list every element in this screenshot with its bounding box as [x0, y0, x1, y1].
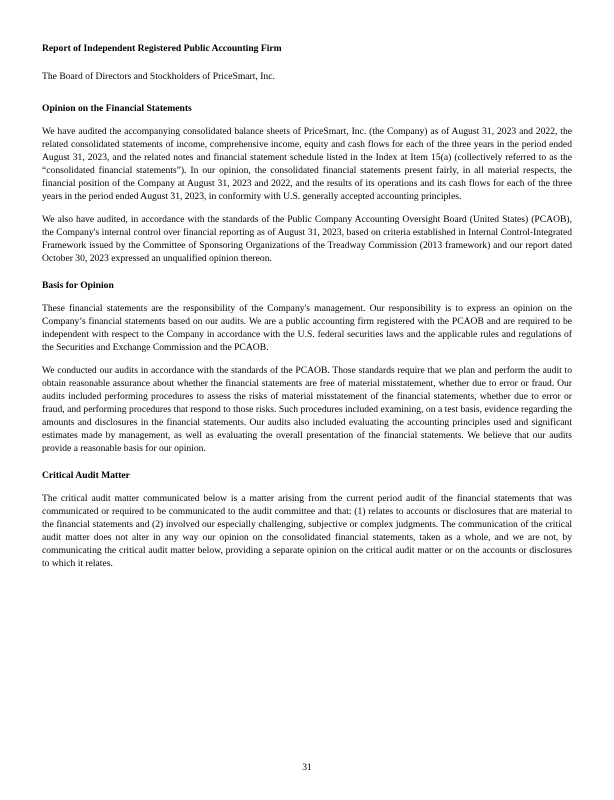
addressee-line: The Board of Directors and Stockholders of PriceSmart, Inc. [42, 71, 275, 82]
paragraph-basis-1: These financial statements are the responsibility of the Company's management. Our responsibility is to express an opinion on the Company’s financial statements based on our audits. We are a public accounting firm registered with the PCAOB and are required to be independent with respect to the Company in accordance with the U.S. federal securities laws and the applicable rules and regulations of the Securities and Exchange Commission and the PCAOB. [42, 303, 572, 353]
page-number: 31 [302, 762, 312, 773]
report-title: Report of Independent Registered Public Accounting Firm [42, 43, 282, 54]
paragraph-opinion-1: We have audited the accompanying consolidated balance sheets of PriceSmart, Inc. (the Company) as of August 31, 2023 and 2022, the related consolidated statements of income, comprehensive income, equity and cash flows for each of the three years in the period ended August 31, 2023, and the related notes and financial statement schedule listed in the Index at Item 15(a) (collectively referred to as the “consolidated financial statements”). In our opinion, the consolidated financial statements present fairly, in all material respects, the financial position of the Company at August 31, 2023 and 2022, and the results of its operations and its cash flows for each of the three years in the period ended August 31, 2023, in conformity with U.S. generally accepted accounting principles. [42, 126, 572, 202]
paragraph-opinion-2: We also have audited, in accordance with the standards of the Public Company Accounting Oversight Board (United States) (PCAOB), the Company's internal control over financial reporting as of August 31, 2023, based on criteria established in Internal Control-Integrated Framework issued by the Committee of Sponsoring Organizations of the Treadway Commission (2013 framework) and our report dated October 30, 2023 expressed an unqualified opinion thereon. [42, 214, 572, 264]
section-heading-basis-for-opinion: Basis for Opinion [42, 280, 114, 291]
paragraph-critical-audit-matter: The critical audit matter communicated below is a matter arising from the current period audit of the financial statements that was communicated or required to be communicated to the audit committee and that: (1) relates to accounts or disclosures that are material to the financial statements and (2) involved our especially challenging, subjective or complex judgments. The communication of the critical audit matter does not alter in any way our opinion on the consolidated financial statements, taken as a whole, and we are not, by communicating the critical audit matter below, providing a separate opinion on the critical audit matter or on the accounts or disclosures to which it relates. [42, 493, 572, 569]
paragraph-basis-2: We conducted our audits in accordance with the standards of the PCAOB. Those standards require that we plan and perform the audit to obtain reasonable assurance about whether the financial statements are free of material misstatement, whether due to error or fraud. Our audits included performing procedures to assess the risks of material misstatement of the financial statements, whether due to error or fraud, and performing procedures that respond to those risks. Such procedures included examining, on a test basis, evidence regarding the amounts and disclosures in the financial statements. Our audits also included evaluating the accounting principles used and significant estimates made by management, as well as evaluating the overall presentation of the financial statements. We believe that our audits provide a reasonable basis for our opinion. [42, 365, 572, 454]
section-heading-critical-audit-matter: Critical Audit Matter [42, 470, 130, 481]
report-content [42, 42, 572, 580]
section-heading-opinion: Opinion on the Financial Statements [42, 103, 192, 114]
